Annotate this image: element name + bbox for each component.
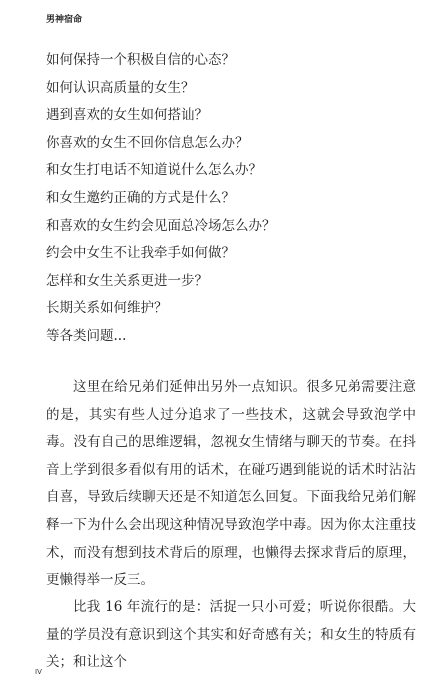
list-item: 如何保持一个积极自信的心态？ [46,52,235,68]
question-list [46,47,276,351]
list-item: 如何认识高质量的女生？ [46,79,195,96]
body-paragraph: 这里在给兄弟们延伸出另外一点知识。很多兄弟需要注意的是，其实有些人过分追求了一些技术，这就会导致泡学中毒。没有自己的思维逻辑，忽视女生情绪与聊天的节奏。在抖音上学到很多看似有用的话术，在碰巧遇到能说的话术时沾沾自喜，导致后续聊天还是不知道怎么回复。下面我给兄弟们解释一下为什么会出现这种情况导致泡学中毒。因为你太注重技术，而没有想到技术背后的原理，也懒得去探求背后的原理，更懒得举一反三。 [46,379,416,589]
list-item: 和女生邀约正确的方式是什么？ [46,189,235,206]
page-number: IV [35,668,42,676]
list-item: 等各类问题... [46,327,127,344]
list-item: 和喜欢的女生约会见面总冷场怎么办？ [46,217,276,234]
list-item: 怎样和女生关系更进一步？ [46,272,208,289]
list-item: 你喜欢的女生不回你信息怎么办？ [46,134,249,151]
list-item: 长期关系如何维护？ [46,300,168,317]
list-item: 约会中女生不让我牵手如何做？ [46,245,235,262]
list-item: 遇到喜欢的女生如何搭讪？ [46,107,208,124]
body-paragraph: 比我 16 年流行的是：活捉一只小可爱；听说你很酷。大量的学员没有意识到这个其实和好奇感有关；和女生的特质有关；和让这个 [46,599,416,671]
running-header: 男神宿命 [46,15,83,25]
list-item: 和女生打电话不知道说什么怎么办？ [46,162,262,179]
